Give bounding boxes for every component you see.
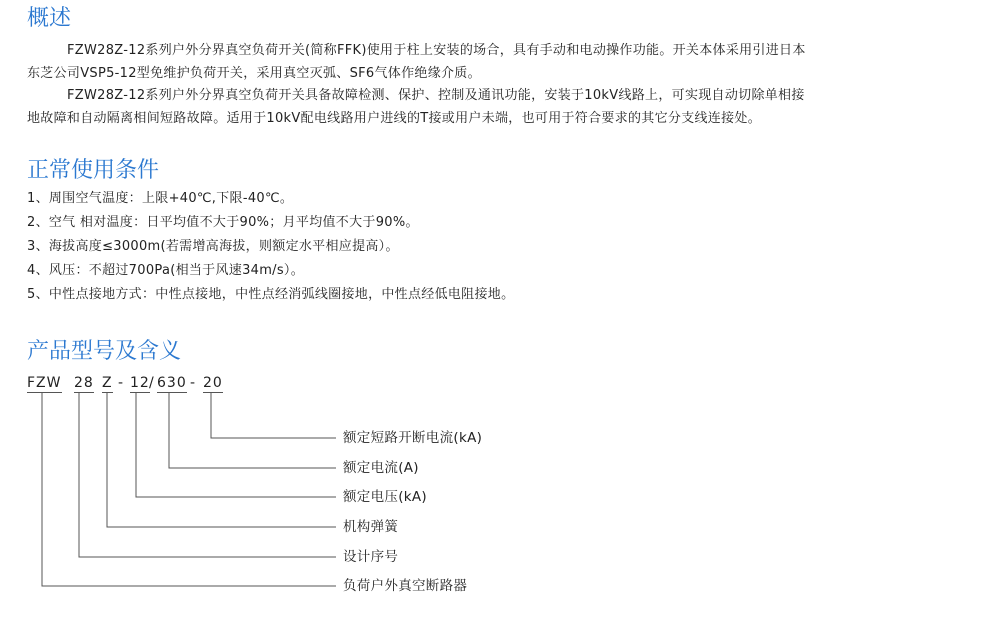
leader-line-voltage (136, 393, 336, 497)
meaning-rated-voltage: 额定电压(kA) (343, 489, 427, 505)
model-heading: 产品型号及含义 (27, 339, 182, 364)
leader-line-design-no (79, 393, 336, 557)
condition-item: 3、海拔高度≤3000m(若需增高海拔，则额定水平相应提高）。 (27, 239, 399, 254)
code-separator: - (118, 375, 125, 391)
condition-item: 5、中性点接地方式：中性点接地，中性点经消弧线圈接地，中性点经低电阻接地。 (27, 287, 515, 302)
code-slash: / (149, 375, 155, 391)
leader-line-mechanism (107, 393, 336, 527)
overview-p2-line2: 地故障和自动隔离相间短路故障。适用于10kV配电线路用户进线的T接或用户未端，也可用于符合要求的其它分支线连接处。 (27, 111, 762, 126)
meaning-breaking-current: 额定短路开断电流(kA) (343, 430, 483, 446)
overview-p1-line1: FZW28Z-12系列户外分界真空负荷开关(简称FFK)使用于柱上安装的场合，具有手动和电动操作功能。开关本体采用引进日本 (67, 43, 806, 58)
overview-heading: 概述 (27, 6, 72, 31)
code-part-mechanism: Z (102, 375, 113, 391)
code-part-fzw: FZW (27, 375, 62, 391)
meaning-breaker-type: 负荷户外真空断路器 (343, 578, 468, 594)
condition-item: 1、周围空气温度：上限+40℃,下限-40℃。 (27, 191, 294, 206)
code-separator: - (190, 375, 197, 391)
leader-line-current (169, 393, 336, 468)
condition-item: 2、空气 相对温度：日平均值不大于90%；月平均值不大于90%。 (27, 215, 419, 230)
conditions-heading: 正常使用条件 (27, 158, 160, 183)
code-part-design-no: 28 (74, 375, 94, 391)
code-part-voltage: 12 (130, 375, 150, 391)
code-part-current: 630 (157, 375, 187, 391)
condition-item: 4、风压：不超过700Pa(相当于风速34m/s）。 (27, 263, 305, 278)
meaning-rated-current: 额定电流(A) (343, 460, 419, 476)
leader-line-breaking-current (211, 393, 336, 438)
meaning-design-number: 设计序号 (343, 549, 399, 565)
code-part-breaking-current: 20 (203, 375, 223, 391)
meaning-spring-mechanism: 机构弹簧 (343, 519, 399, 535)
overview-p2-line1: FZW28Z-12系列户外分界真空负荷开关具备故障检测、保护、控制及通讯功能，安装于10kV线路上，可实现自动切除单相接 (67, 88, 805, 103)
overview-p1-line2: 东芝公司VSP5-12型免维护负荷开关，采用真空灭弧、SF6气体作绝缘介质。 (27, 66, 481, 81)
